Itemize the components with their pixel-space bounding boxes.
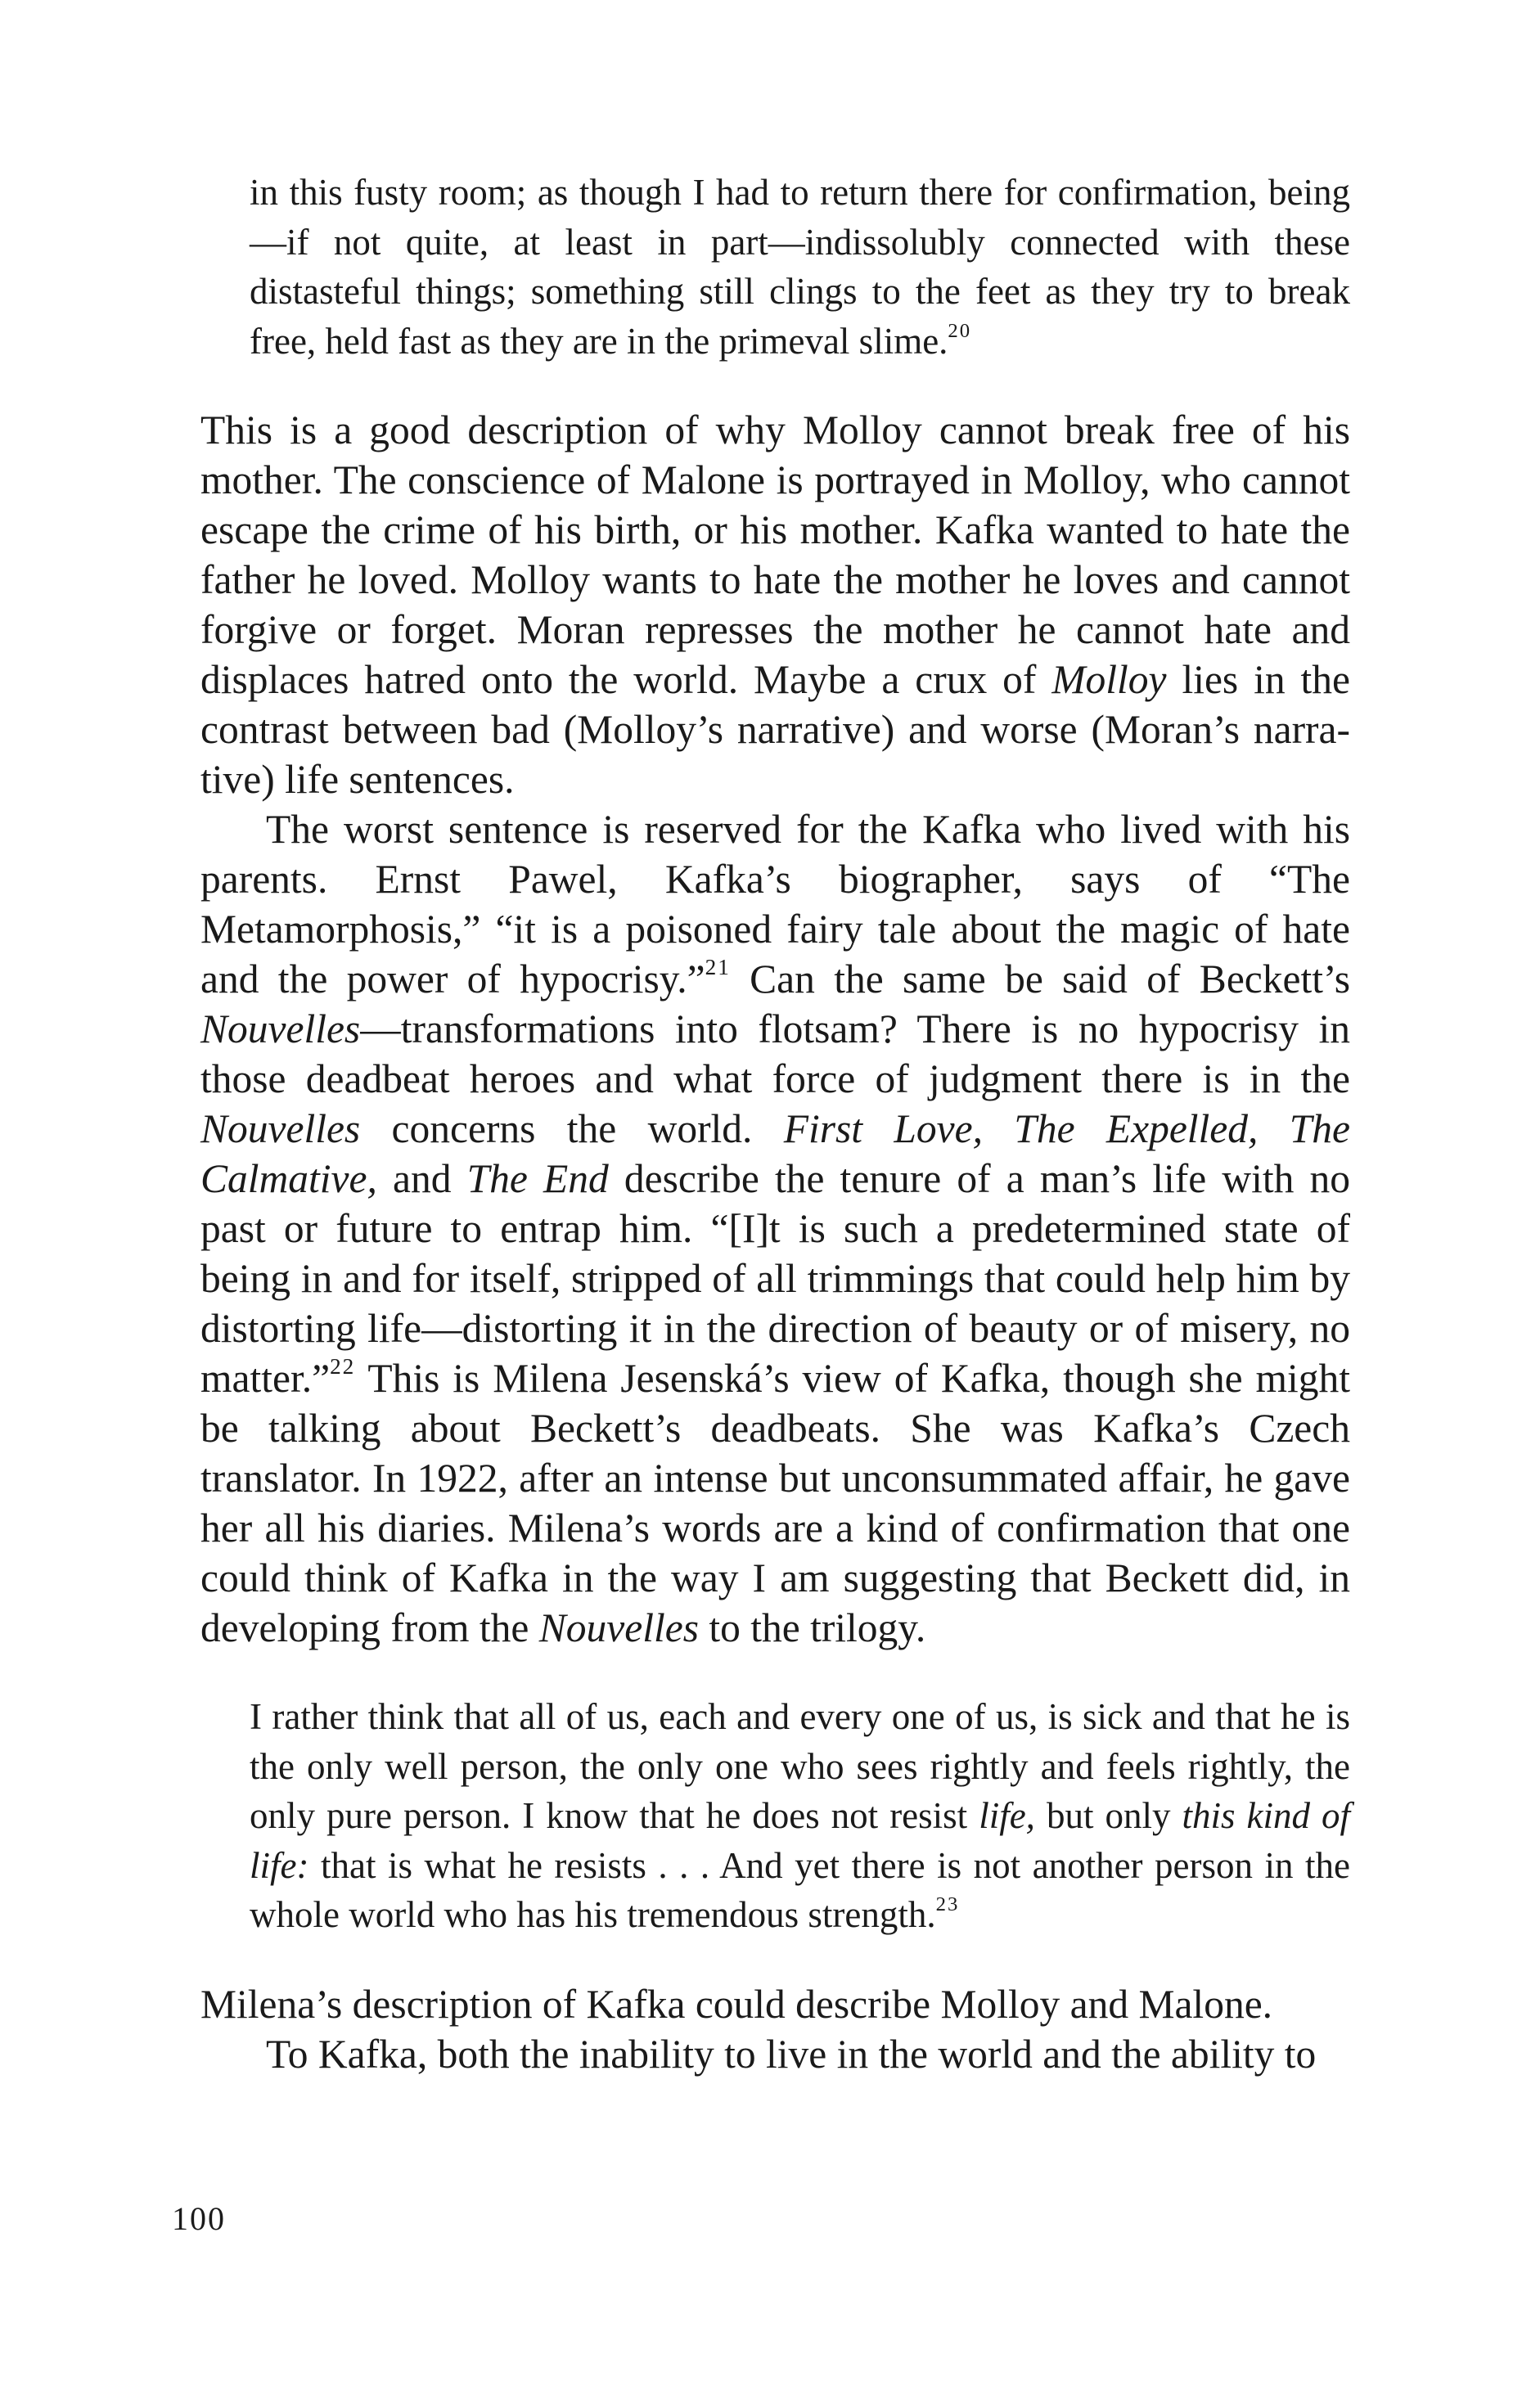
quote-top-text: in this fusty room; as though I had to return there for confirmation, being—if not quite, at least in part—indissolubly connected with these distasteful things; something still clings to the feet as they try to break free, held fast as they are in the primeval slime. [250,172,1350,362]
footnote-ref-23: 23 [935,1893,960,1916]
quote-mid-text-e: that is what he resists . . . And yet there is not another person in the whole world who has his tremendous strength. [250,1844,1350,1935]
paragraph-2-italic-nouvelles-3: Nouvelles [538,1605,699,1650]
paragraph-2-italic-titles: First Love, The Expelled, The Calmative, [200,1106,1350,1201]
quote-mid-italic-this-kind-of-life: this kind of life: [250,1795,1351,1886]
paragraph-1-italic-molloy: Molloy [1051,657,1167,702]
paragraph-2 [200,804,1350,1653]
paragraph-2-text-j: describe the tenure of a man’s life with no past or future to entrap him. “[I]t is such a predetermined state of being in and for itself, stripped of all trimmings that could help him by distorting life—distorting it in the direction of beauty or of misery, no matter.” [200,1156,1350,1401]
paragraph-2-italic-nouvelles-1: Nouvelles [200,1006,361,1051]
paragraph-4: To Kafka, both the inability to live in the world and the ability to [266,2031,1317,2077]
footnote-ref-20: 20 [948,319,972,342]
body-text-upper [200,405,1350,1653]
paragraph-2-text-b: Can the same be said of Beckett’s [730,956,1350,1001]
paragraph-3: Milena’s description of Kafka could describe Molloy and Malone. [200,1981,1273,2027]
paragraph-2-text-k: This is Milena Jesenská’s view of Kafka, though she might be talking about Beckett’s deadbeats. She was Kafka’s Czech translator. In 1922, after an intense but unconsummated affair, he gave her all his diaries. Milena’s words are a kind of confirmation that one could think of Kafka in the way I am suggesting that Beckett did, in developing from the [200,1356,1350,1650]
paragraph-2-italic-nouvelles-2: Nouvelles [200,1106,361,1151]
paragraph-2-text-m: to the trilogy. [698,1605,926,1650]
paragraph-2-text-a: The worst sentence is reserved for the Kafka who lived with his parents. Ernst Pawel, Kafka’s biographer, says of “The Metamorphosis,” “it is a poisoned fairy tale about the magic of hate and the power of hypocrisy.” [200,807,1350,1001]
page-content [200,168,1350,2079]
quote-mid-text-a: I rather think that all of us, each and every one of us, is sick and that he is the only well person, the only one who sees rightly and feels rightly, the only pure person. I know that he does not resist [250,1696,1350,1836]
paragraph-1-text-c: lies in the contrast between bad (Molloy’s narrative) and worse (Moran’s narrative) life sentences. [200,657,1350,802]
block-quote-top [250,168,1350,366]
quote-mid-text-c: but only [1034,1795,1182,1836]
quote-mid-italic-life: life, [979,1795,1035,1836]
body-text-lower [200,1979,1350,2079]
footnote-ref-21: 21 [705,955,731,980]
block-quote-milena [250,1692,1350,1940]
paragraph-2-italic-the-end: The End [466,1156,609,1201]
page-number: 100 [172,2200,226,2237]
paragraph-1 [200,405,1350,804]
footnote-ref-22: 22 [330,1354,356,1380]
paragraph-2-text-f: concerns the world. [360,1106,784,1151]
paragraph-1-text-a: This is a good description of why Molloy cannot break free of his mother. The conscience of Malone is portrayed in Molloy, who cannot escape the crime of his birth, or his mother. Kafka wanted to hate the father he loved. Molloy wants to hate the mother he loves and cannot forgive or forget. Moran represses the mother he cannot hate and displaces hatred onto the world. Maybe a crux of [200,407,1350,702]
paragraph-2-text-d: —transformations into flotsam? There is no hypocrisy in those deadbeat heroes and what force of judgment there is in the [200,1006,1350,1101]
paragraph-2-text-h: and [376,1156,467,1201]
